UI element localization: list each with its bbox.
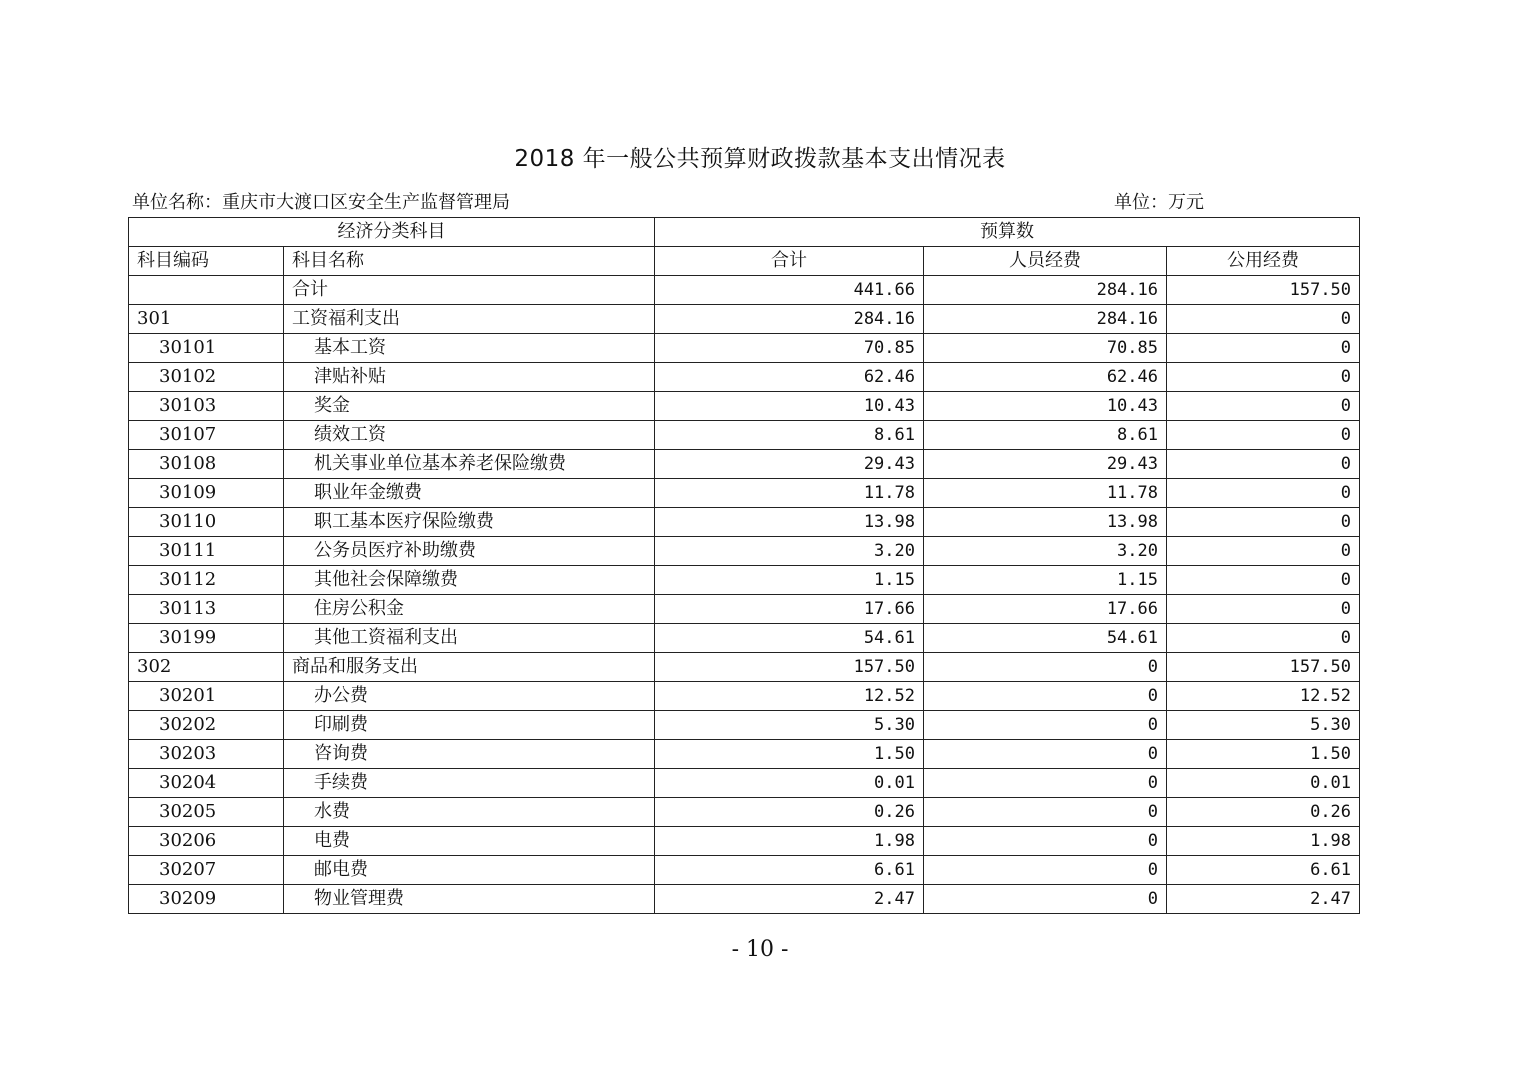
cell-code: 30103	[129, 392, 284, 421]
cell-code: 30113	[129, 595, 284, 624]
cell-total: 3.20	[655, 537, 924, 566]
cell-code: 30202	[129, 711, 284, 740]
table-row	[129, 421, 1360, 450]
table-row	[129, 392, 1360, 421]
cell-public: 0	[1167, 305, 1360, 334]
cell-personnel: 0	[924, 769, 1167, 798]
table-row	[129, 334, 1360, 363]
table-row	[129, 305, 1360, 334]
cell-code: 301	[129, 305, 284, 334]
cell-public: 157.50	[1167, 276, 1360, 305]
header-code: 科目编码	[129, 247, 284, 276]
currency-unit-label: 单位：万元	[1114, 192, 1204, 213]
cell-code	[129, 276, 284, 305]
header-total: 合计	[655, 247, 924, 276]
page-number: - 10 -	[731, 937, 789, 962]
table-row	[129, 827, 1360, 856]
cell-total: 70.85	[655, 334, 924, 363]
cell-code: 30199	[129, 624, 284, 653]
cell-total: 10.43	[655, 392, 924, 421]
cell-name: 其他工资福利支出	[284, 624, 655, 653]
cell-total: 17.66	[655, 595, 924, 624]
cell-personnel: 0	[924, 740, 1167, 769]
cell-public: 0	[1167, 566, 1360, 595]
cell-personnel: 0	[924, 827, 1167, 856]
cell-name: 基本工资	[284, 334, 655, 363]
header-budget: 预算数	[655, 218, 1360, 247]
cell-total: 62.46	[655, 363, 924, 392]
cell-name: 邮电费	[284, 856, 655, 885]
cell-name: 合计	[284, 276, 655, 305]
cell-public: 0	[1167, 537, 1360, 566]
cell-code: 30207	[129, 856, 284, 885]
table-row	[129, 479, 1360, 508]
cell-public: 0.01	[1167, 769, 1360, 798]
cell-code: 30108	[129, 450, 284, 479]
cell-total: 54.61	[655, 624, 924, 653]
cell-personnel: 284.16	[924, 305, 1167, 334]
cell-personnel: 0	[924, 711, 1167, 740]
cell-code: 30112	[129, 566, 284, 595]
cell-personnel: 8.61	[924, 421, 1167, 450]
cell-personnel: 13.98	[924, 508, 1167, 537]
table-row	[129, 711, 1360, 740]
budget-table	[128, 217, 1360, 914]
table-row	[129, 508, 1360, 537]
cell-name: 工资福利支出	[284, 305, 655, 334]
header-public: 公用经费	[1167, 247, 1360, 276]
table-row	[129, 653, 1360, 682]
table-row	[129, 537, 1360, 566]
cell-public: 2.47	[1167, 885, 1360, 914]
cell-name: 其他社会保障缴费	[284, 566, 655, 595]
cell-name: 机关事业单位基本养老保险缴费	[284, 450, 655, 479]
cell-code: 30203	[129, 740, 284, 769]
cell-personnel: 11.78	[924, 479, 1167, 508]
table-row	[129, 682, 1360, 711]
cell-total: 0.01	[655, 769, 924, 798]
cell-total: 1.15	[655, 566, 924, 595]
cell-name: 职工基本医疗保险缴费	[284, 508, 655, 537]
cell-personnel: 10.43	[924, 392, 1167, 421]
header-name: 科目名称	[284, 247, 655, 276]
cell-total: 1.98	[655, 827, 924, 856]
cell-total: 29.43	[655, 450, 924, 479]
cell-name: 津贴补贴	[284, 363, 655, 392]
cell-public: 0.26	[1167, 798, 1360, 827]
table-row	[129, 885, 1360, 914]
cell-total: 1.50	[655, 740, 924, 769]
table-row	[129, 450, 1360, 479]
cell-name: 水费	[284, 798, 655, 827]
cell-code: 30102	[129, 363, 284, 392]
cell-personnel: 70.85	[924, 334, 1167, 363]
cell-public: 0	[1167, 392, 1360, 421]
table-row	[129, 624, 1360, 653]
cell-code: 30101	[129, 334, 284, 363]
table-row	[129, 798, 1360, 827]
cell-total: 284.16	[655, 305, 924, 334]
cell-code: 30204	[129, 769, 284, 798]
cell-name: 公务员医疗补助缴费	[284, 537, 655, 566]
cell-total: 11.78	[655, 479, 924, 508]
cell-name: 办公费	[284, 682, 655, 711]
cell-total: 8.61	[655, 421, 924, 450]
cell-code: 30107	[129, 421, 284, 450]
table-row	[129, 769, 1360, 798]
cell-personnel: 62.46	[924, 363, 1167, 392]
unit-name-label: 单位名称：重庆市大渡口区安全生产监督管理局	[132, 192, 510, 213]
cell-personnel: 1.15	[924, 566, 1167, 595]
cell-name: 物业管理费	[284, 885, 655, 914]
cell-personnel: 284.16	[924, 276, 1167, 305]
cell-personnel: 0	[924, 798, 1167, 827]
cell-public: 1.98	[1167, 827, 1360, 856]
cell-public: 0	[1167, 624, 1360, 653]
cell-name: 住房公积金	[284, 595, 655, 624]
cell-personnel: 0	[924, 682, 1167, 711]
table-row	[129, 856, 1360, 885]
cell-name: 咨询费	[284, 740, 655, 769]
cell-personnel: 54.61	[924, 624, 1167, 653]
cell-total: 12.52	[655, 682, 924, 711]
cell-public: 0	[1167, 479, 1360, 508]
cell-name: 印刷费	[284, 711, 655, 740]
cell-total: 157.50	[655, 653, 924, 682]
cell-personnel: 29.43	[924, 450, 1167, 479]
cell-public: 0	[1167, 334, 1360, 363]
table-row	[129, 595, 1360, 624]
cell-code: 30111	[129, 537, 284, 566]
cell-total: 5.30	[655, 711, 924, 740]
cell-personnel: 0	[924, 653, 1167, 682]
cell-total: 2.47	[655, 885, 924, 914]
cell-total: 0.26	[655, 798, 924, 827]
cell-code: 30205	[129, 798, 284, 827]
table-row	[129, 276, 1360, 305]
cell-public: 0	[1167, 363, 1360, 392]
cell-name: 绩效工资	[284, 421, 655, 450]
cell-public: 1.50	[1167, 740, 1360, 769]
cell-public: 0	[1167, 508, 1360, 537]
table-row	[129, 740, 1360, 769]
cell-public: 0	[1167, 450, 1360, 479]
cell-code: 30201	[129, 682, 284, 711]
cell-name: 职业年金缴费	[284, 479, 655, 508]
cell-total: 441.66	[655, 276, 924, 305]
cell-code: 30110	[129, 508, 284, 537]
cell-name: 电费	[284, 827, 655, 856]
cell-code: 30209	[129, 885, 284, 914]
cell-personnel: 0	[924, 885, 1167, 914]
table-row	[129, 363, 1360, 392]
cell-code: 30109	[129, 479, 284, 508]
cell-public: 5.30	[1167, 711, 1360, 740]
cell-public: 12.52	[1167, 682, 1360, 711]
cell-public: 6.61	[1167, 856, 1360, 885]
header-classification: 经济分类科目	[129, 218, 655, 247]
cell-personnel: 3.20	[924, 537, 1167, 566]
cell-name: 奖金	[284, 392, 655, 421]
header-personnel: 人员经费	[924, 247, 1167, 276]
cell-code: 302	[129, 653, 284, 682]
cell-total: 13.98	[655, 508, 924, 537]
cell-total: 6.61	[655, 856, 924, 885]
table-body	[129, 276, 1360, 914]
cell-public: 0	[1167, 421, 1360, 450]
group-header-row	[129, 218, 1360, 247]
cell-name: 手续费	[284, 769, 655, 798]
cell-code: 30206	[129, 827, 284, 856]
table-row	[129, 566, 1360, 595]
cell-public: 157.50	[1167, 653, 1360, 682]
page-title: 2018 年一般公共预算财政拨款基本支出情况表	[514, 146, 1006, 172]
cell-personnel: 0	[924, 856, 1167, 885]
column-header-row	[129, 247, 1360, 276]
cell-name: 商品和服务支出	[284, 653, 655, 682]
cell-personnel: 17.66	[924, 595, 1167, 624]
cell-public: 0	[1167, 595, 1360, 624]
